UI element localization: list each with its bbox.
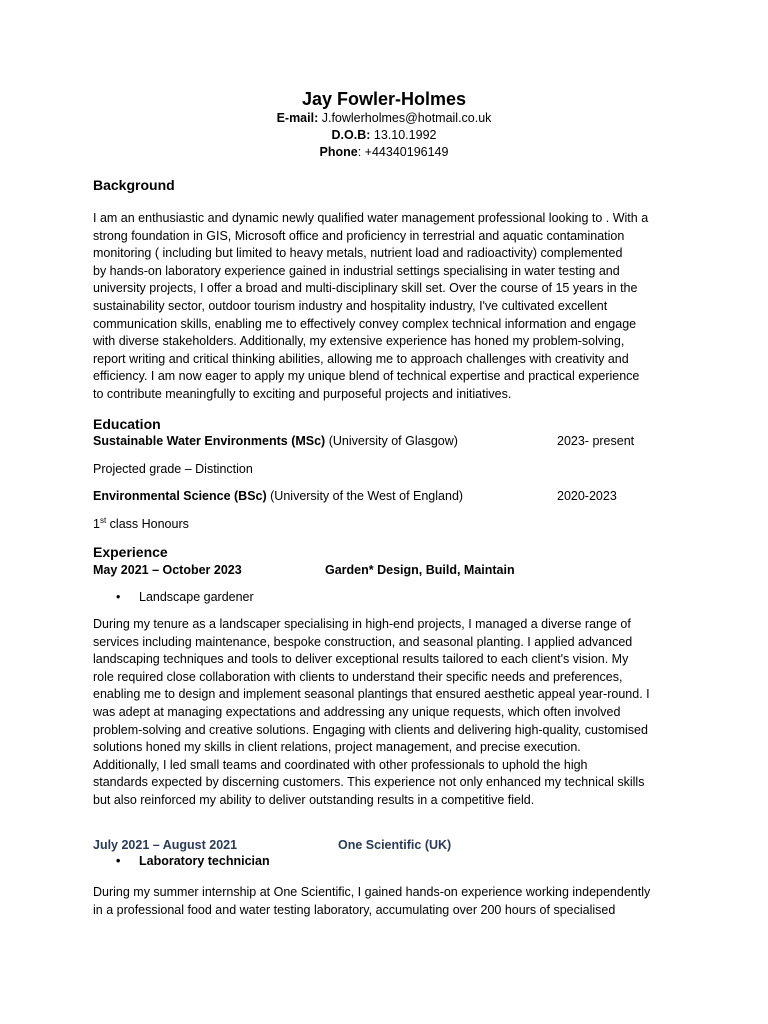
background-line: sustainability sector, outdoor tourism industry and hospitality industry, I've cultivated excellent — [93, 298, 608, 313]
degree-title: Sustainable Water Environments (MSc) — [93, 434, 326, 448]
job-employer: Garden* Design, Build, Maintain — [325, 563, 515, 577]
note-superscript: st — [99, 515, 107, 525]
background-line: monitoring ( including but limited to heavy metals, nutrient load and radioactivity) complemented — [93, 246, 623, 261]
education-item — [93, 433, 683, 450]
bullet-icon: • — [116, 854, 121, 868]
job-dates: May 2021 – October 2023 — [93, 563, 242, 577]
dob-label: D.O.B: — [331, 128, 371, 142]
job-header — [93, 562, 683, 579]
job-description-line: During my tenure as a landscaper specialising in high-end projects, I managed a diverse range of — [93, 617, 631, 631]
job-dates: July 2021 – August 2021 — [93, 838, 238, 852]
background-line: with diverse stakeholders. Additionally, my extensive experience has honed my problem-solving, — [93, 334, 625, 349]
note-text: class Honours — [106, 517, 189, 531]
job-header — [93, 837, 683, 854]
job-description-line: was adept at managing expectations and addressing any unique requests, which often involved — [93, 704, 621, 719]
cv-header — [0, 88, 768, 161]
phone-value: : +44340196149 — [357, 145, 449, 159]
degree-title: Environmental Science (BSc) — [93, 489, 267, 503]
job-description-line: Additionally, I led small teams and coordinated with other professionals to uphold the high — [93, 757, 588, 772]
institution: (University of Glasgow) — [325, 434, 458, 448]
education-dates: 2023- present — [557, 434, 635, 448]
background-paragraph — [93, 210, 683, 404]
education-item — [93, 488, 683, 505]
background-line: to contribute meaningfully to exciting and purposeful projects and initiatives. — [93, 386, 512, 401]
job-description — [93, 616, 683, 810]
phone-label: Phone — [319, 145, 358, 159]
job-description-line: services including maintenance, bespoke construction, and seasonal planting. I applied advanced — [93, 634, 633, 649]
job-description-line: in a professional food and water testing laboratory, accumulating over 200 hours of specialised — [93, 902, 616, 917]
email-line — [0, 110, 768, 127]
job-description-line: solutions honed my skills in client relations, project management, and precise execution. — [93, 740, 581, 755]
dob-line — [0, 127, 768, 144]
education-heading: Education — [93, 416, 161, 432]
background-line: I am an enthusiastic and dynamic newly qualified water management professional looking to . With a — [93, 211, 649, 225]
dob-value: 13.10.1992 — [373, 128, 437, 142]
job-description-line: During my summer internship at One Scientific, I gained hands-on experience working independently — [93, 885, 651, 899]
education-note: Projected grade – Distinction — [93, 462, 253, 476]
job-description-line: standards expected by discerning customers. This experience not only enhanced my technical skills — [93, 775, 645, 790]
email-value: J.fowlerholmes@hotmail.co.uk — [321, 111, 492, 125]
background-heading: Background — [93, 177, 175, 193]
job-description-line: but also reinforced my ability to deliver outstanding results in a competitive field. — [93, 792, 535, 807]
email-label: E-mail: — [276, 111, 319, 125]
note-number: 1 — [93, 517, 100, 531]
job-employer: One Scientific (UK) — [338, 838, 452, 852]
candidate-name: Jay Fowler-Holmes — [301, 89, 467, 109]
experience-heading: Experience — [93, 544, 168, 560]
education-note — [93, 516, 683, 533]
job-description-line: enabling me to design and implement seasonal plantings that ensured aesthetic appeal year-round. I — [93, 687, 650, 702]
background-line: by hands-on laboratory experience gained in industrial settings specialising in water testing and — [93, 263, 620, 278]
institution: (University of the West of England) — [266, 489, 464, 503]
background-line: communication skills, enabling me to effectively convey complex technical information and engage — [93, 316, 637, 331]
phone-line — [0, 144, 768, 161]
education-dates: 2020-2023 — [557, 489, 617, 503]
job-description-line: problem-solving and creative solutions. Engaging with clients and delivering high-quality, customised — [93, 722, 648, 737]
bullet-icon: • — [116, 590, 121, 604]
background-line: report writing and critical thinking abilities, allowing me to approach challenges with creativity and — [93, 351, 629, 366]
job-description — [93, 884, 683, 919]
background-line: strong foundation in GIS, Microsoft office and proficiency in terrestrial and aquatic contamination — [93, 228, 625, 243]
job-role: Landscape gardener — [139, 590, 254, 604]
job-description-line: role required close collaboration with clients to understand their specific needs and preferences, — [93, 669, 623, 684]
background-line: university projects, I offer a broad and multi-disciplinary skill set. Over the course of 15 years in the — [93, 281, 638, 296]
job-role: Laboratory technician — [139, 854, 270, 868]
job-description-line: landscaping techniques and tools to deliver exceptional results tailored to each client's vision. My — [93, 652, 629, 667]
background-line: efficiency. I am now eager to apply my unique blend of technical expertise and practical experience — [93, 369, 640, 384]
